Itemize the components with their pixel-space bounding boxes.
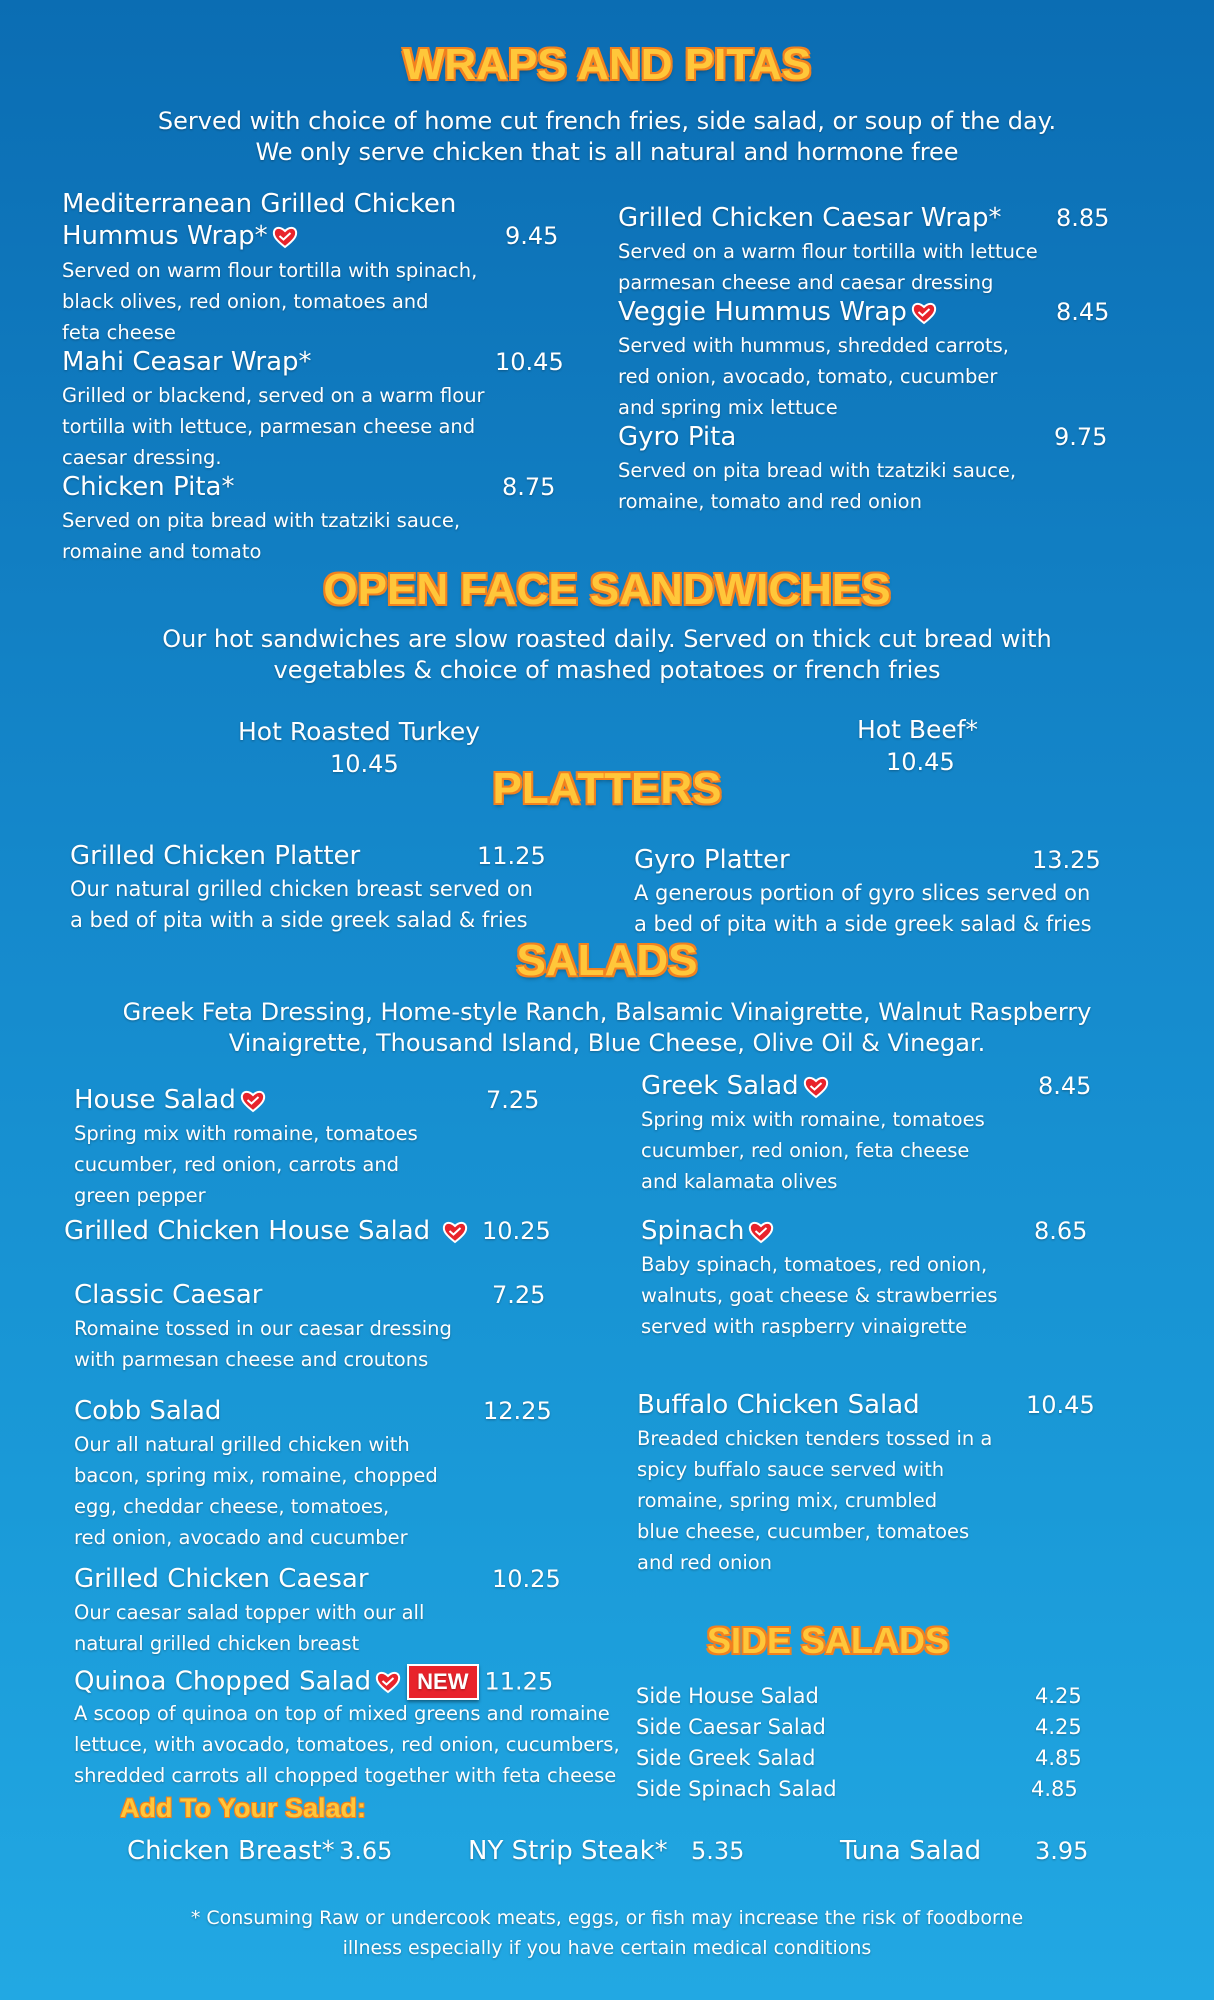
item-desc: natural grilled chicken breast: [74, 1632, 360, 1655]
item-desc: Baby spinach, tomatoes, red onion,: [641, 1253, 988, 1276]
item-desc: green pepper: [74, 1184, 206, 1207]
item-price: 8.45: [1038, 1072, 1092, 1100]
item-desc: cucumber, red onion, carrots and: [74, 1153, 400, 1176]
addons-label: Add To Your Salad:: [120, 1793, 367, 1823]
item-desc: A scoop of quinoa on top of mixed greens and romaine: [74, 1702, 610, 1725]
addon-price: 5.35: [691, 1837, 745, 1865]
item-desc: Served on pita bread with tzatziki sauce,: [62, 509, 461, 532]
item-desc: shredded carrots all chopped together with feta cheese: [74, 1764, 617, 1787]
item-desc: black olives, red onion, tomatoes and: [62, 290, 429, 313]
item-price: 11.25: [484, 1667, 554, 1696]
item-desc: feta cheese: [62, 321, 176, 344]
item-desc: Served on a warm flour tortilla with lettuce: [618, 240, 1038, 263]
item-name: Hot Beef*: [857, 715, 979, 744]
item-name: Hummus Wrap*: [62, 220, 298, 252]
side-salad-price: 4.25: [1035, 1684, 1082, 1708]
salads-subtitle-2: Vinaigrette, Thousand Island, Blue Cheese, Olive Oil & Vinegar.: [228, 1029, 986, 1057]
item-desc: Our all natural grilled chicken with: [74, 1433, 410, 1456]
item-price: 13.25: [1032, 846, 1101, 874]
item-desc: Served on pita bread with tzatziki sauce,: [618, 459, 1017, 482]
item-name: Classic Caesar: [74, 1280, 263, 1310]
addon-price: 3.65: [339, 1837, 393, 1865]
item-price: 10.45: [495, 348, 564, 376]
item-price: 8.45: [1056, 298, 1110, 326]
item-name: Spinach: [641, 1215, 774, 1247]
item-desc: Spring mix with romaine, tomatoes: [641, 1108, 985, 1131]
addon-name: NY Strip Steak*: [468, 1836, 668, 1866]
item-desc: parmesan cheese and caesar dressing: [618, 271, 994, 294]
heart-icon: [272, 225, 298, 249]
item-desc: Served on warm flour tortilla with spinach,: [62, 259, 478, 282]
item-desc: A generous portion of gyro slices served on: [634, 881, 1091, 905]
item-desc: and red onion: [637, 1551, 773, 1574]
platters-title: PLATTERS: [492, 764, 722, 813]
item-name: Hot Roasted Turkey: [238, 717, 481, 746]
item-price: 9.75: [1054, 423, 1108, 451]
item-name: Grilled Chicken Caesar Wrap*: [618, 203, 1002, 233]
item-desc: a bed of pita with a side greek salad & fries: [70, 908, 528, 932]
addon-name: Tuna Salad: [840, 1836, 982, 1866]
item-desc: romaine, tomato and red onion: [618, 490, 922, 513]
addon-name: Chicken Breast*: [127, 1836, 335, 1866]
item-name: Grilled Chicken Caesar: [74, 1564, 369, 1594]
addon-price: 3.95: [1035, 1837, 1089, 1865]
footnote-line-2: illness especially if you have certain medical conditions: [342, 1937, 872, 1959]
item-desc: romaine, spring mix, crumbled: [637, 1489, 938, 1512]
item-desc: red onion, avocado and cucumber: [74, 1526, 408, 1549]
open-face-title: OPEN FACE SANDWICHES: [323, 565, 891, 614]
item-desc: Breaded chicken tenders tossed in a: [637, 1427, 993, 1450]
item-desc: served with raspberry vinaigrette: [641, 1315, 968, 1338]
item-desc: blue cheese, cucumber, tomatoes: [637, 1520, 970, 1543]
item-desc: egg, cheddar cheese, tomatoes,: [74, 1495, 390, 1518]
salads-subtitle-1: Greek Feta Dressing, Home-style Ranch, Balsamic Vinaigrette, Walnut Raspberry: [122, 998, 1092, 1026]
item-price: 12.25: [483, 1397, 552, 1425]
side-salad-name: Side Greek Salad: [636, 1746, 816, 1770]
item-price: 8.65: [1034, 1217, 1088, 1245]
side-salad-name: Side House Salad: [636, 1684, 819, 1708]
item-desc: walnuts, goat cheese & strawberries: [641, 1284, 998, 1307]
item-desc: romaine and tomato: [62, 540, 262, 563]
item-desc: cucumber, red onion, feta cheese: [641, 1139, 970, 1162]
wraps-subtitle-2: We only serve chicken that is all natural and hormone free: [255, 138, 959, 166]
item-desc: Our caesar salad topper with our all: [74, 1601, 425, 1624]
item-name: Gyro Pita: [618, 422, 737, 452]
heart-icon: [442, 1220, 468, 1244]
item-name: Gyro Platter: [634, 845, 790, 875]
item-name: Mahi Ceasar Wrap*: [62, 347, 312, 377]
side-salad-price: 4.85: [1031, 1777, 1078, 1801]
side-salad-name: Side Spinach Salad: [636, 1777, 837, 1801]
item-price: 9.45: [505, 222, 559, 250]
item-desc: caesar dressing.: [62, 446, 222, 469]
item-desc: and kalamata olives: [641, 1170, 838, 1193]
item-name: Cobb Salad: [74, 1396, 222, 1426]
item-name: Grilled Chicken House Salad: [64, 1215, 468, 1247]
item-desc: a bed of pita with a side greek salad & fries: [634, 912, 1092, 936]
item-name: Quinoa Chopped Salad NEW 11.25: [74, 1664, 553, 1700]
side-salad-price: 4.85: [1035, 1746, 1082, 1770]
open-face-subtitle-1: Our hot sandwiches are slow roasted daily. Served on thick cut bread with: [162, 625, 1052, 653]
item-desc: Our natural grilled chicken breast served on: [70, 877, 533, 901]
salads-title: SALADS: [516, 936, 698, 985]
item-desc: Romaine tossed in our caesar dressing: [74, 1317, 452, 1340]
item-price: 10.25: [492, 1565, 561, 1593]
side-salads-title: SIDE SALADS: [707, 1620, 950, 1661]
heart-icon: [240, 1089, 266, 1113]
item-name: House Salad: [74, 1084, 266, 1116]
item-price: 8.85: [1056, 204, 1110, 232]
heart-icon: [803, 1075, 829, 1099]
item-desc: Served with hummus, shredded carrots,: [618, 334, 1009, 357]
heart-icon: [748, 1220, 774, 1244]
item-desc: lettuce, with avocado, tomatoes, red onion, cucumbers,: [74, 1733, 620, 1756]
item-desc: spicy buffalo sauce served with: [637, 1458, 945, 1481]
item-price: 7.25: [486, 1086, 540, 1114]
item-name: Buffalo Chicken Salad: [637, 1390, 920, 1420]
open-face-subtitle-2: vegetables & choice of mashed potatoes or french fries: [273, 656, 941, 684]
new-badge: NEW: [407, 1664, 478, 1700]
item-name: Chicken Pita*: [62, 472, 235, 502]
item-price: 10.45: [1026, 1391, 1095, 1419]
side-salad-name: Side Caesar Salad: [636, 1715, 826, 1739]
item-price: 8.75: [502, 473, 556, 501]
wraps-title: WRAPS AND PITAS: [402, 40, 812, 89]
item-name: Grilled Chicken Platter: [70, 841, 361, 871]
item-price: 11.25: [477, 842, 546, 870]
item-desc: bacon, spring mix, romaine, chopped: [74, 1464, 438, 1487]
heart-icon: [375, 1670, 401, 1694]
item-name: Veggie Hummus Wrap: [618, 296, 937, 328]
item-desc: and spring mix lettuce: [618, 396, 838, 419]
item-price: 7.25: [492, 1281, 546, 1309]
item-price: 10.45: [886, 748, 955, 776]
item-desc: red onion, avocado, tomato, cucumber: [618, 365, 998, 388]
side-salad-price: 4.25: [1035, 1715, 1082, 1739]
item-desc: tortilla with lettuce, parmesan cheese and: [62, 415, 476, 438]
footnote-line-1: * Consuming Raw or undercook meats, eggs, or fish may increase the risk of foodborne: [190, 1907, 1024, 1929]
item-price: 10.25: [482, 1217, 551, 1245]
item-price: 10.45: [330, 750, 399, 778]
heart-icon: [911, 301, 937, 325]
item-desc: Spring mix with romaine, tomatoes: [74, 1122, 418, 1145]
item-desc: Grilled or blackend, served on a warm flour: [62, 384, 485, 407]
wraps-subtitle-1: Served with choice of home cut french fries, side salad, or soup of the day.: [157, 107, 1057, 135]
item-name: Greek Salad: [641, 1070, 829, 1102]
item-name: Mediterranean Grilled Chicken: [62, 189, 457, 219]
item-desc: with parmesan cheese and croutons: [74, 1348, 429, 1371]
